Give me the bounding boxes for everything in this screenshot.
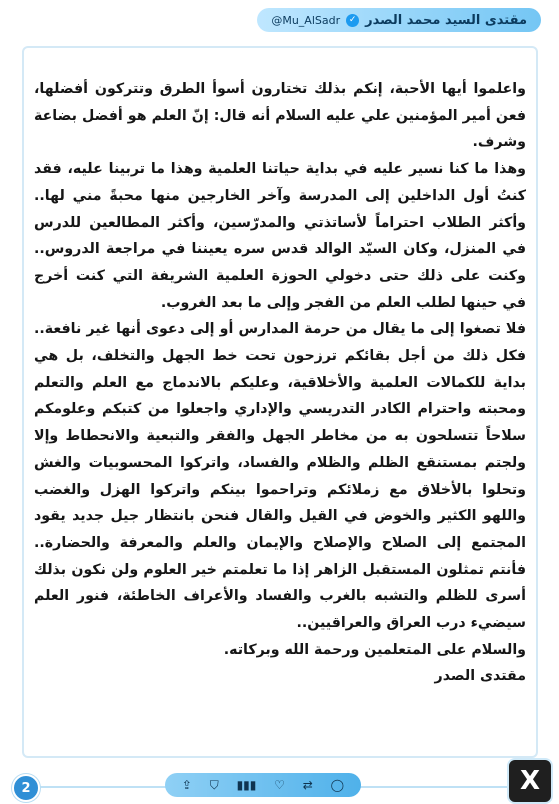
page-number: 2 — [12, 774, 40, 802]
reply-icon[interactable]: ◯ — [330, 778, 345, 792]
views-icon[interactable]: ▮▮▮ — [236, 778, 257, 792]
paragraph-1: واعلموا أيها الأحبة، إنكم بذلك تختارون أسوأ الطرق وتتركون أفضلها، فعن أمير المؤمنين علي عليه السلام أنه قال: إنّ العلم هو أفضل بضاعة وشرف. — [34, 81, 526, 151]
verified-badge-icon: ✓ — [346, 14, 359, 27]
paragraph-4: والسلام على المتعلمين ورحمة الله وبركاته. — [223, 641, 526, 658]
share-icon[interactable]: ⇪ — [181, 778, 192, 792]
author-handle: @Mu_AlSadr — [271, 13, 341, 27]
bookmark-icon[interactable]: ⛉ — [209, 778, 219, 792]
paragraph-3: فلا تصغوا إلى ما يقال من حرمة المدارس أو إلى دعوى أنها غير نافعة.. فكل ذلك من أجل بقائكم ترزحون تحت خط الجهل والتخلف، بل هي بداية للكمالات العلمية والأخلاقية، وعليكم بالاندماج مع العلم والتعلم ومحبته واحترام الكادر التدريسي والإداري واجعلوا من كتبكم وعلومكم سلاحاً تتسلحون به من مخاطر الجهل والفقر والتبعية والانحطاط وإلا ولجتم بمستنقع الظلم والظلام والفساد، واتركوا المحسوبيات والغش وتحلوا بالأخلاق مع زملائكم وتراحموا بينكم واتركوا الهزل والغضب واللهو الكثير والخوض في القيل والقال فنحن بانتظار جيل جديد يقود المجتمع إلى الصلاح والإصلاح والإيمان والعلم والمعرفة والحضارة.. فأنتم تمثلون المستقبل الزاهر إذا ما تعلمتم خير العلوم ولن نكون بذلك أسرى للظلم والتشبه بالغرب والفساد والأعراف الخاطئة، فنور العلم سيضيء درب العراق والعراقيين.. — [34, 321, 526, 632]
x-logo: X — [507, 758, 553, 804]
post-header — [0, 0, 559, 40]
repost-icon[interactable]: ⇄ — [302, 778, 313, 792]
post-action-bar — [165, 773, 361, 797]
letter-body — [34, 76, 526, 690]
paragraph-2: وهذا ما كنا نسير عليه في بداية حياتنا العلمية وهذا ما تربينا عليه، فقد كنتُ أول الداخلين إلى المدرسة وآخر الخارجين منها محبةً مني لها.. وأكثر الطلاب احتراماً لأساتذتي والمدرّسين، وأكثر المطالعين للدرس في المنزل، وكان السيّد الوالد قدس سره يعيننا في مراجعة الدروس.. وكنت على ذلك حتى دخولي الحوزة العلمية الشريفة التي كنت أخرج في حينها لطلب العلم من الفجر وإلى ما بعد الغروب. — [34, 161, 526, 311]
author-bar[interactable] — [257, 8, 541, 32]
like-icon[interactable]: ♡ — [274, 778, 285, 792]
signature: مقتدى الصدر — [434, 668, 526, 685]
author-name: مقتدى السيد محمد الصدر — [365, 12, 527, 28]
